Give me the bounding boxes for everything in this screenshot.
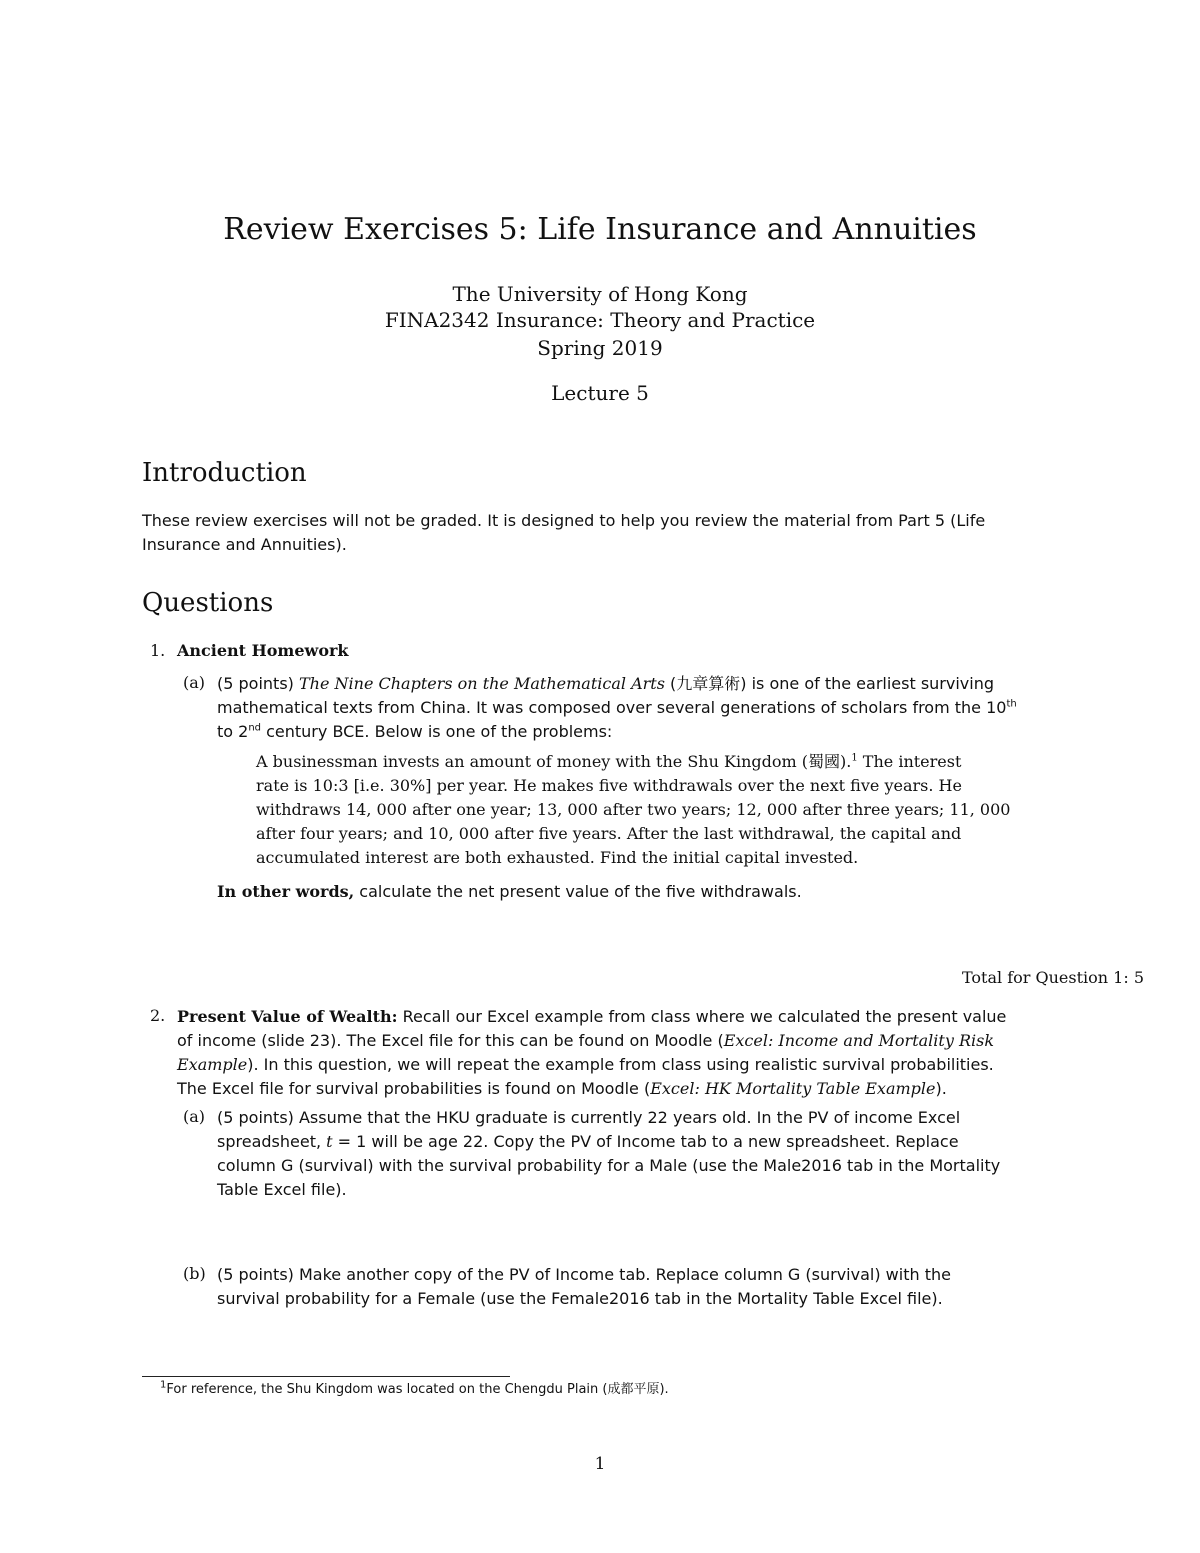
q2-intro — [177, 1005, 1067, 1101]
q2b-text — [217, 1263, 1067, 1311]
q2-line: Present Value of Wealth: Recall our Excel example from class where we calculated the present value — [177, 1007, 1007, 1026]
question-title: Ancient Homework — [177, 641, 349, 660]
question-title: Present Value of Wealth: — [177, 1007, 398, 1026]
question-total: Total for Question 1: 5 — [961, 968, 1144, 987]
quote-line: rate is 10:3 [i.e. 30%] per year. He makes five withdrawals over the next five years. He — [256, 776, 962, 795]
q1a-line: mathematical texts from China. It was composed over several generations of scholars from the 10th — [217, 698, 1017, 717]
document-title: Review Exercises 5: Life Insurance and Annuities — [223, 212, 977, 247]
q2b-line: (5 points) Make another copy of the PV of Income tab. Replace column G (survival) with the — [217, 1265, 951, 1284]
introduction-line: Insurance and Annuities). — [142, 535, 347, 554]
q2b-line: survival probability for a Female (use the Female2016 tab in the Mortality Table Excel file). — [217, 1289, 943, 1308]
questions-heading: Questions — [142, 588, 274, 618]
lecture-label: Lecture 5 — [551, 381, 649, 405]
q1a-text — [217, 672, 1067, 744]
footnote-mark: 1 — [160, 1379, 167, 1391]
page-number: 1 — [594, 1454, 606, 1474]
quote-line: withdraws 14, 000 after one year; 13, 000 after two years; 12, 000 after three years; 11, 000 — [256, 800, 1011, 819]
footnote-divider — [142, 1376, 510, 1377]
q2-line: of income (slide 23). The Excel file for this can be found on Moodle (Excel: Income and Mortality Risk — [177, 1031, 995, 1050]
university-name: The University of Hong Kong — [452, 282, 748, 306]
footnote-ref[interactable]: 1 — [851, 752, 858, 764]
quote-line: after four years; and 10, 000 after five years. After the last withdrawal, the capital and — [256, 824, 962, 843]
introduction-line: These review exercises will not be graded. It is designed to help you review the material from Part 5 (Life — [142, 511, 986, 530]
quote-line: accumulated interest are both exhausted. Find the initial capital invested. — [256, 848, 859, 867]
footnote-text: For reference, the Shu Kingdom was located on the Chengdu Plain (成都平原). — [166, 1382, 669, 1397]
problem-quote — [256, 750, 1036, 870]
question-number: 1. — [150, 641, 166, 660]
footnote — [160, 1380, 960, 1400]
q2a-line: (5 points) Assume that the HKU graduate is currently 22 years old. In the PV of income Excel — [217, 1108, 961, 1127]
course-name: FINA2342 Insurance: Theory and Practice — [384, 308, 816, 332]
introduction-heading: Introduction — [142, 458, 307, 488]
question-number: 2. — [150, 1006, 166, 1025]
q1a-line: (5 points) The Nine Chapters on the Mathematical Arts (九章算術) is one of the earliest surviving — [217, 674, 995, 693]
q1a-line: to 2nd century BCE. Below is one of the problems: — [217, 722, 613, 741]
subquestion-label: (a) — [183, 673, 206, 692]
subquestion-label: (a) — [183, 1107, 206, 1126]
q2a-line: column G (survival) with the survival probability for a Male (use the Male2016 tab in the Mortality — [217, 1156, 1001, 1175]
q2a-text — [217, 1106, 1067, 1202]
introduction-text — [142, 509, 1062, 557]
q2a-line: spreadsheet, t = 1 will be age 22. Copy the PV of Income tab to a new spreadsheet. Replace — [217, 1132, 959, 1151]
q2-line: The Excel file for survival probabilities is found on Moodle (Excel: HK Mortality Table Example). — [177, 1079, 947, 1098]
in-other-words: In other words, calculate the net present value of the five withdrawals. — [217, 882, 802, 901]
term: Spring 2019 — [537, 336, 663, 360]
q2a-line: Table Excel file). — [217, 1180, 347, 1199]
subquestion-label: (b) — [183, 1264, 206, 1283]
book-title: The Nine Chapters on the Mathematical Arts — [298, 674, 665, 693]
quote-line: A businessman invests an amount of money with the Shu Kingdom (蜀國).$^1$ The interest — [256, 752, 962, 771]
q2-line: Example). In this question, we will repeat the example from class using realistic survival probabilities. — [177, 1055, 994, 1074]
